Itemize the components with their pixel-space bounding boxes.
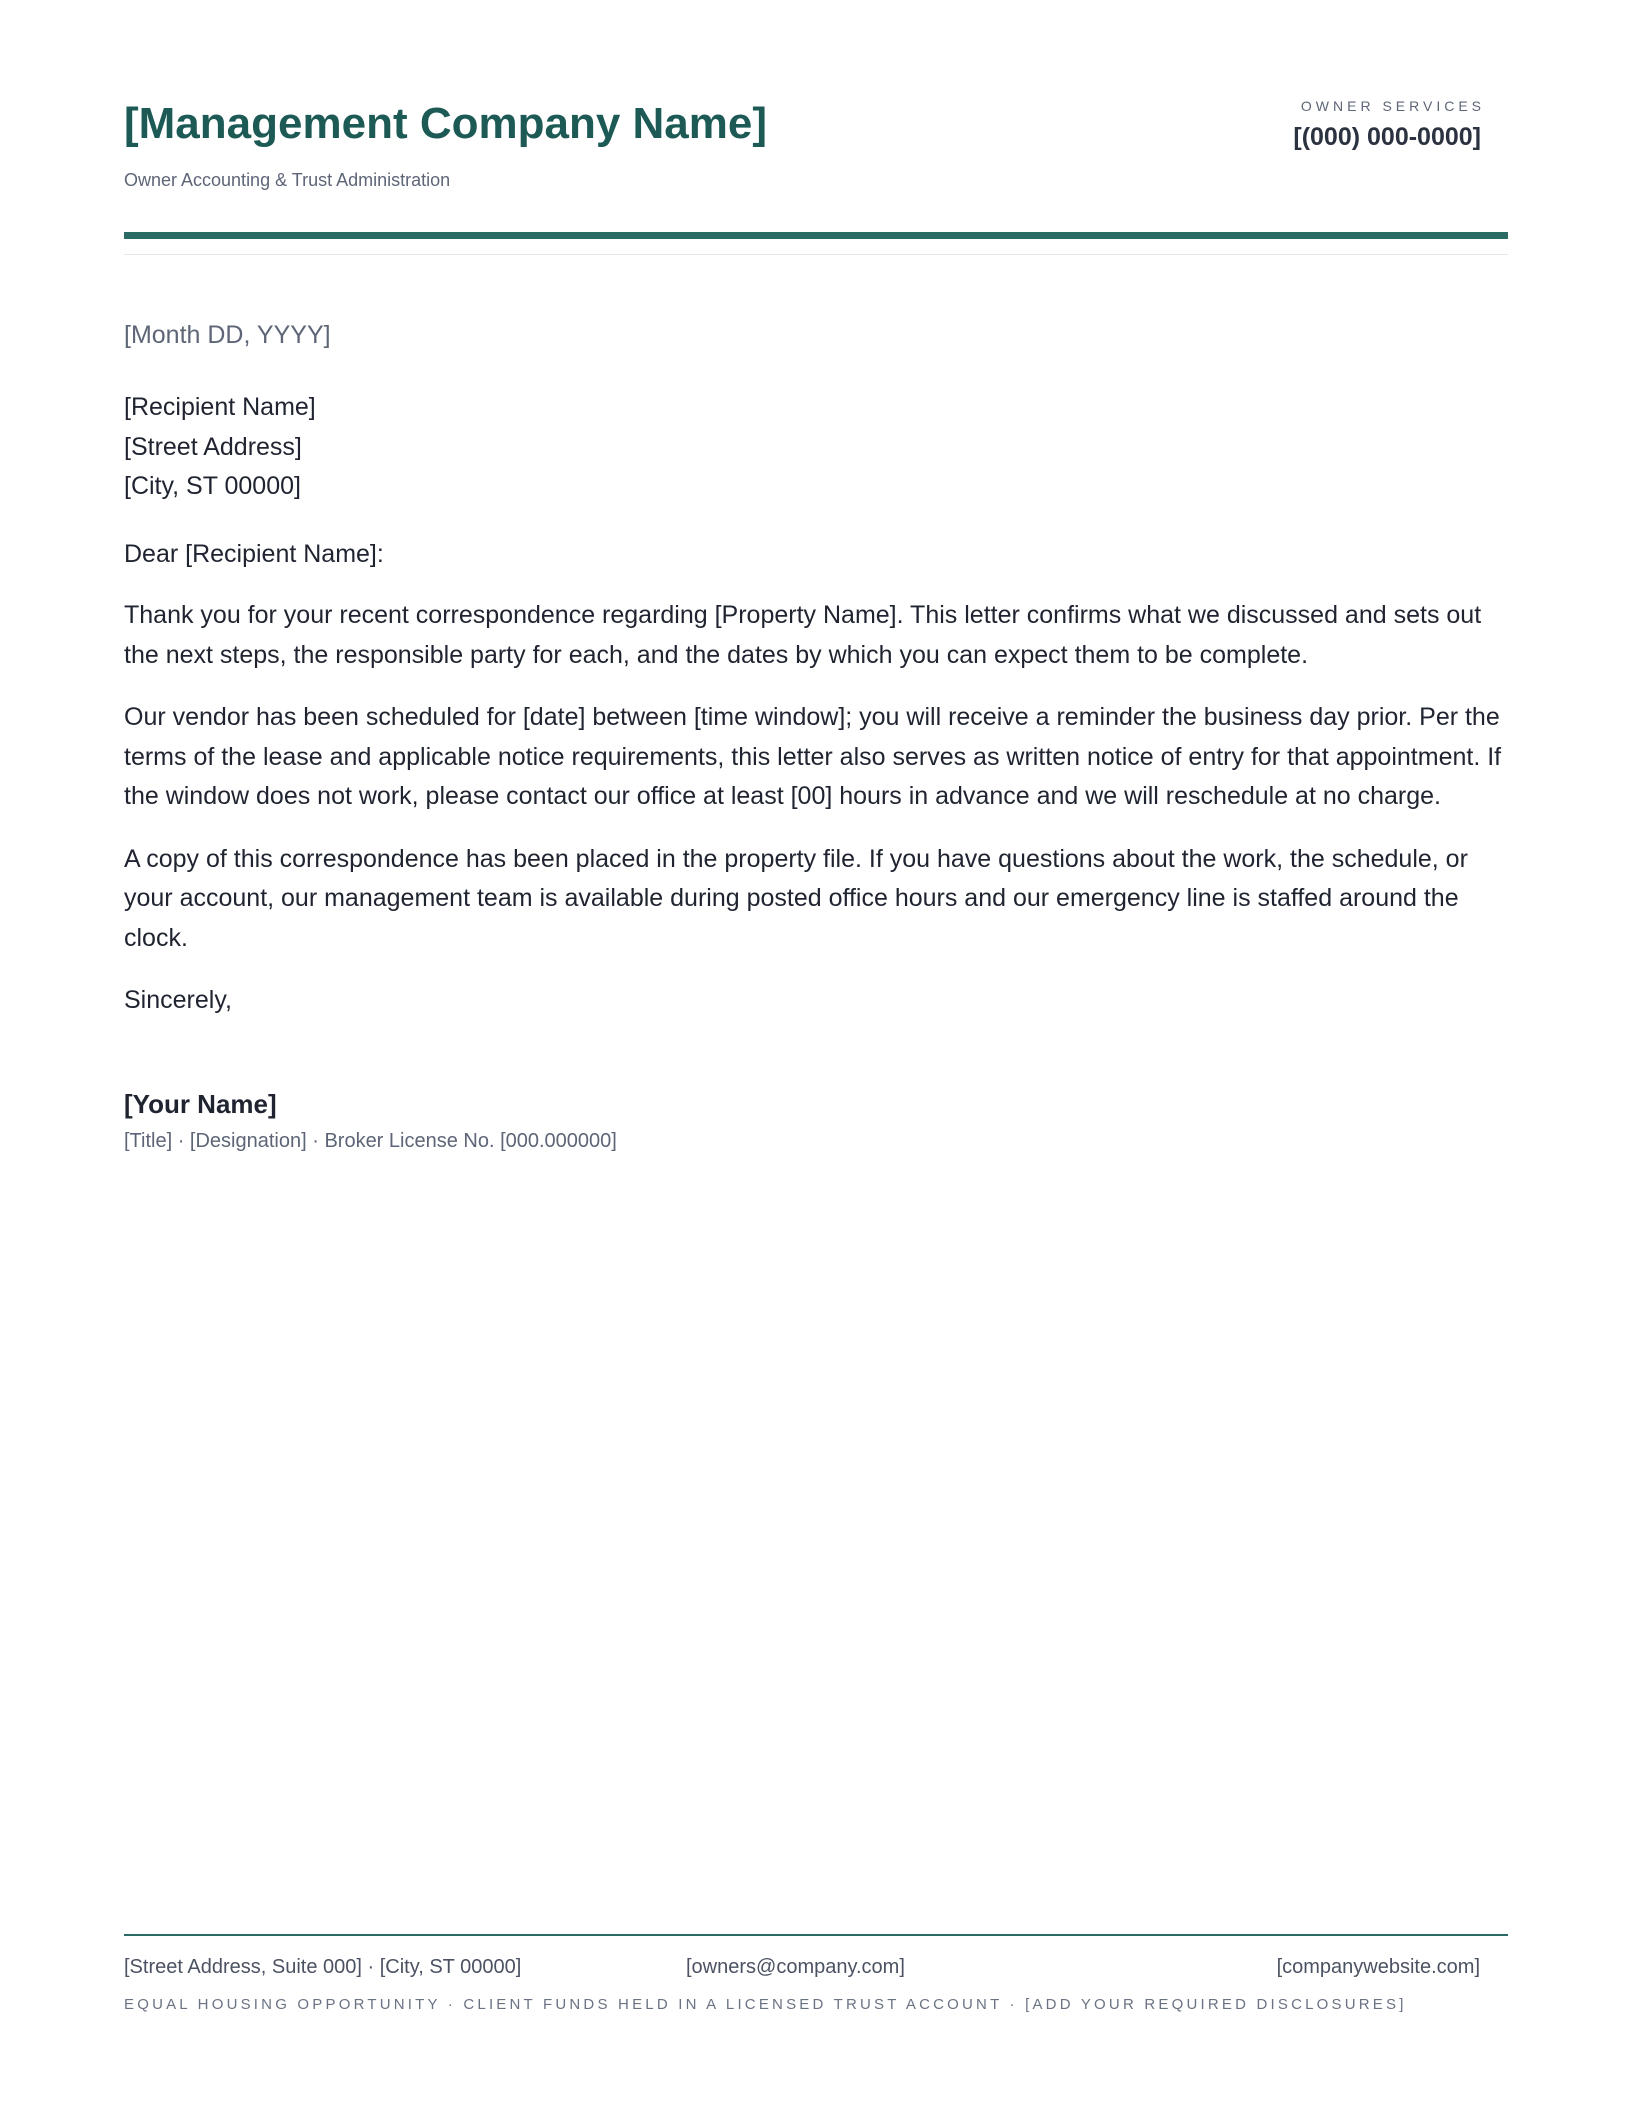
letter-page [124,0,1508,2112]
closing: Sincerely, [124,986,232,1014]
body-paragraph: Thank you for your recent correspondence regarding [Property Name]. This letter confirms what we discussed and sets out the next steps, the responsible party for each, and the dates by which you can expect them to be complete. [124,601,1482,669]
signature-title: [Title] · [Designation] · Broker License No. [000.000000] [124,1129,617,1152]
footer-email: [owners@company.com] [686,1956,905,1978]
contact-block [1293,96,1485,154]
body-paragraph: A copy of this correspondence has been placed in the property file. If you have questions about the work, the schedule, or your account, our management team is available during posted office hours and our emergency line is staffed around the clock. [124,844,1468,952]
footer-rule [124,1934,1508,1936]
header-hairline [124,254,1508,255]
contact-label: OWNER SERVICES [1300,98,1485,114]
footer-disclosure: EQUAL HOUSING OPPORTUNITY · CLIENT FUNDS HELD IN A LICENSED TRUST ACCOUNT · [ADD YOUR REQUIRED DISCLOSURES] [124,1996,1407,2013]
company-name: [Management Company Name] [124,99,768,148]
header-rule [124,232,1508,239]
letterhead [124,94,1508,244]
recipient-name: [Recipient Name] [124,393,316,421]
footer-address: [Street Address, Suite 000] · [City, ST 00000] [124,1956,522,1978]
letter-body [124,318,1508,1155]
recipient-city: [City, ST 00000] [124,472,301,500]
letter-date: [Month DD, YYYY] [124,321,331,349]
footer-contact-row [124,1952,1480,1982]
contact-phone: [(000) 000-0000] [1293,123,1481,151]
footer-website: [companywebsite.com] [1276,1956,1480,1978]
recipient-address [124,388,1508,507]
body-paragraph: Our vendor has been scheduled for [date] between [time window]; you will receive a reminder the business day prior. Per the terms of the lease and applicable notice requirements, this letter also serves as written notice of entry for that appointment. If the window does not work, please contact our office at least [00] hours in advance and we will reschedule at no charge. [124,703,1502,810]
signature-name: [Your Name] [124,1088,277,1119]
salutation: Dear [Recipient Name]: [124,539,384,568]
company-tagline: Owner Accounting & Trust Administration [124,170,451,190]
recipient-street: [Street Address] [124,432,302,461]
